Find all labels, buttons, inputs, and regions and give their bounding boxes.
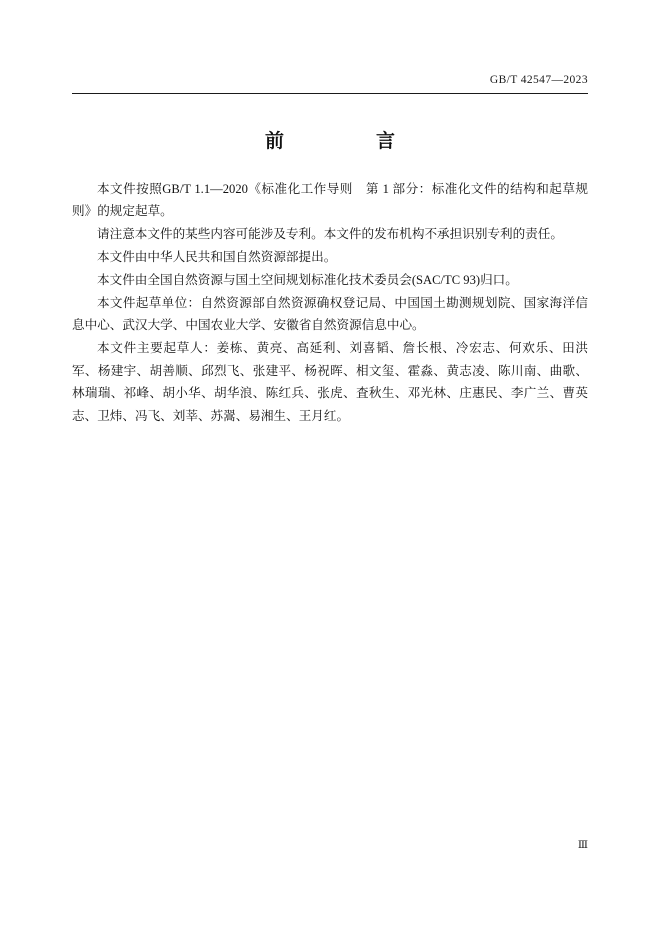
- page-header-standard-number: GB/T 42547—2023: [489, 74, 588, 86]
- paragraph: 本文件由中华人民共和国自然资源部提出。: [97, 250, 337, 265]
- foreword-body: [72, 178, 588, 427]
- page-number: Ⅲ: [577, 840, 588, 851]
- paragraph: 本文件起草单位：自然资源部自然资源确权登记局、中国国土勘测规划院、国家海洋信息中心、武汉大学、中国农业大学、安徽省自然资源信息中心。: [72, 296, 588, 333]
- page-title: 前 言: [264, 130, 413, 152]
- paragraph: 本文件由全国自然资源与国土空间规划标准化技术委员会(SAC/TC 93)归口。: [97, 273, 518, 288]
- page-content-area: [72, 0, 588, 933]
- paragraph: 本文件主要起草人：姜栋、黄亮、高延利、刘喜韬、詹长根、冷宏志、何欢乐、田洪军、杨建宇、胡善顺、邱烈飞、张建平、杨祝晖、相文玺、霍淼、黄志凌、陈川南、曲歌、林瑞瑞、祁峰、胡小华、胡华浪、陈红兵、张虎、査秋生、邓光林、庄惠民、李广兰、曹英志、卫炜、冯飞、刘莘、苏翯、易湘生、王月红。: [72, 341, 588, 423]
- paragraph: 本文件按照GB/T 1.1—2020《标准化工作导则 第 1 部分：标准化文件的结构和起草规则》的规定起草。: [72, 182, 588, 219]
- header-divider-rule: [72, 93, 588, 94]
- paragraph: 请注意本文件的某些内容可能涉及专利。本文件的发布机构不承担识别专利的责任。: [97, 227, 563, 242]
